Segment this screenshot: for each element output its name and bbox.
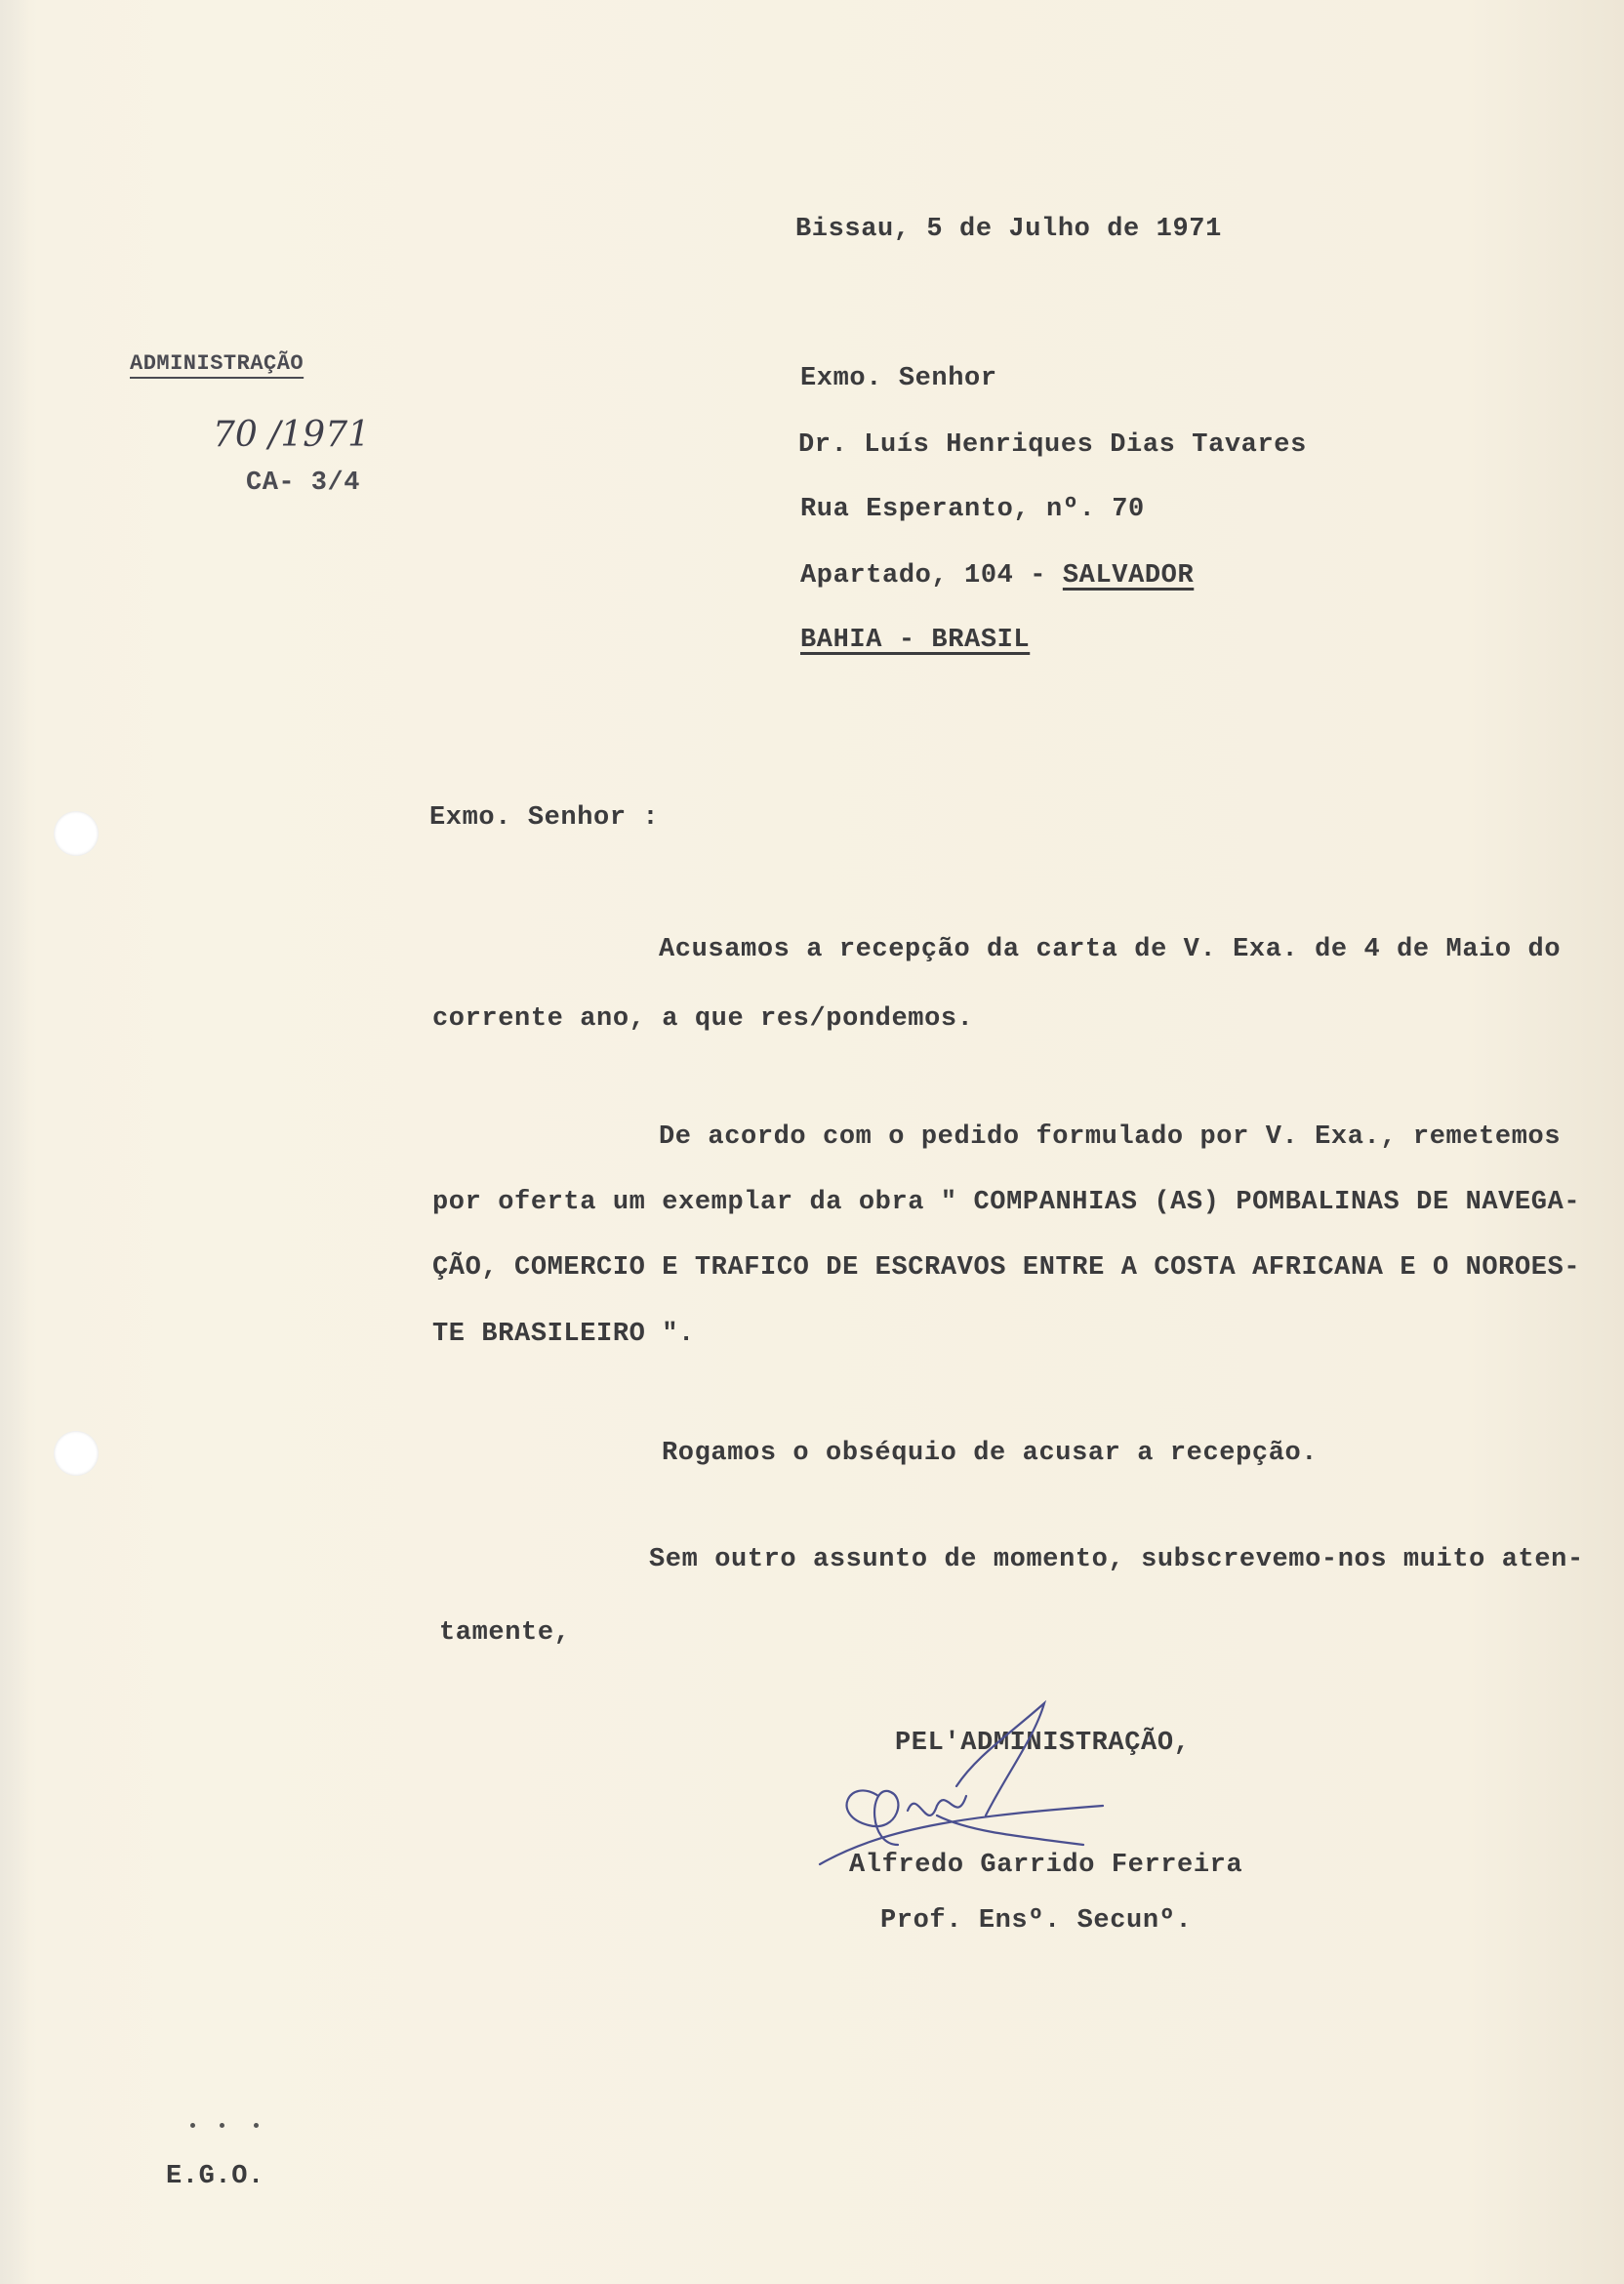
typist-initials: E.G.O. xyxy=(166,2162,264,2191)
greeting: Exmo. Senhor : xyxy=(429,803,660,833)
body-line: tamente, xyxy=(439,1618,571,1648)
body-line: TE BRASILEIRO ". xyxy=(432,1320,695,1349)
mark-dot xyxy=(220,2123,224,2128)
recipient-region: BAHIA - BRASIL xyxy=(800,626,1031,655)
recipient-name: Dr. Luís Henriques Dias Tavares xyxy=(798,430,1307,460)
recipient-street: Rua Esperanto, nº. 70 xyxy=(800,495,1145,524)
punch-hole-bottom xyxy=(54,1431,99,1476)
recipient-box-label: Apartado, 104 - xyxy=(800,561,1047,591)
stamp-department: ADMINISTRAÇÃO xyxy=(130,351,304,376)
mark-dot xyxy=(254,2123,259,2128)
body-line: ÇÃO, COMERCIO E TRAFICO DE ESCRAVOS ENTRE A COSTA AFRICANA E O NOROES- xyxy=(432,1253,1581,1283)
body-line: Acusamos a recepção da carta de V. Exa. de 4 de Maio do xyxy=(659,935,1562,964)
recipient-box xyxy=(800,563,1194,590)
stamp-ref-number: 70 /1971 xyxy=(213,415,370,455)
recipient-city: SALVADOR xyxy=(1062,561,1195,591)
stamp-file-code: CA- 3/4 xyxy=(246,469,360,498)
body-line: Sem outro assunto de momento, subscrevemo-nos muito aten- xyxy=(649,1545,1584,1574)
mark-dot xyxy=(190,2123,195,2128)
body-line: por oferta um exemplar da obra " COMPANHIAS (AS) POMBALINAS DE NAVEGA- xyxy=(432,1188,1581,1217)
signer-title: Prof. Ensº. Secunº. xyxy=(880,1906,1193,1936)
signer-name: Alfredo Garrido Ferreira xyxy=(849,1851,1243,1880)
body-line: De acordo com o pedido formulado por V. Exa., remetemos xyxy=(659,1122,1562,1152)
body-line: corrente ano, a que res/pondemos. xyxy=(432,1004,974,1034)
recipient-salutation: Exmo. Senhor xyxy=(800,364,997,393)
page-edge-shadow xyxy=(0,0,29,2284)
body-line: Rogamos o obséquio de acusar a recepção. xyxy=(662,1439,1319,1468)
punch-hole-top xyxy=(54,811,99,856)
place-date: Bissau, 5 de Julho de 1971 xyxy=(795,215,1222,244)
closing-on-behalf: PEL'ADMINISTRAÇÃO, xyxy=(895,1729,1191,1758)
